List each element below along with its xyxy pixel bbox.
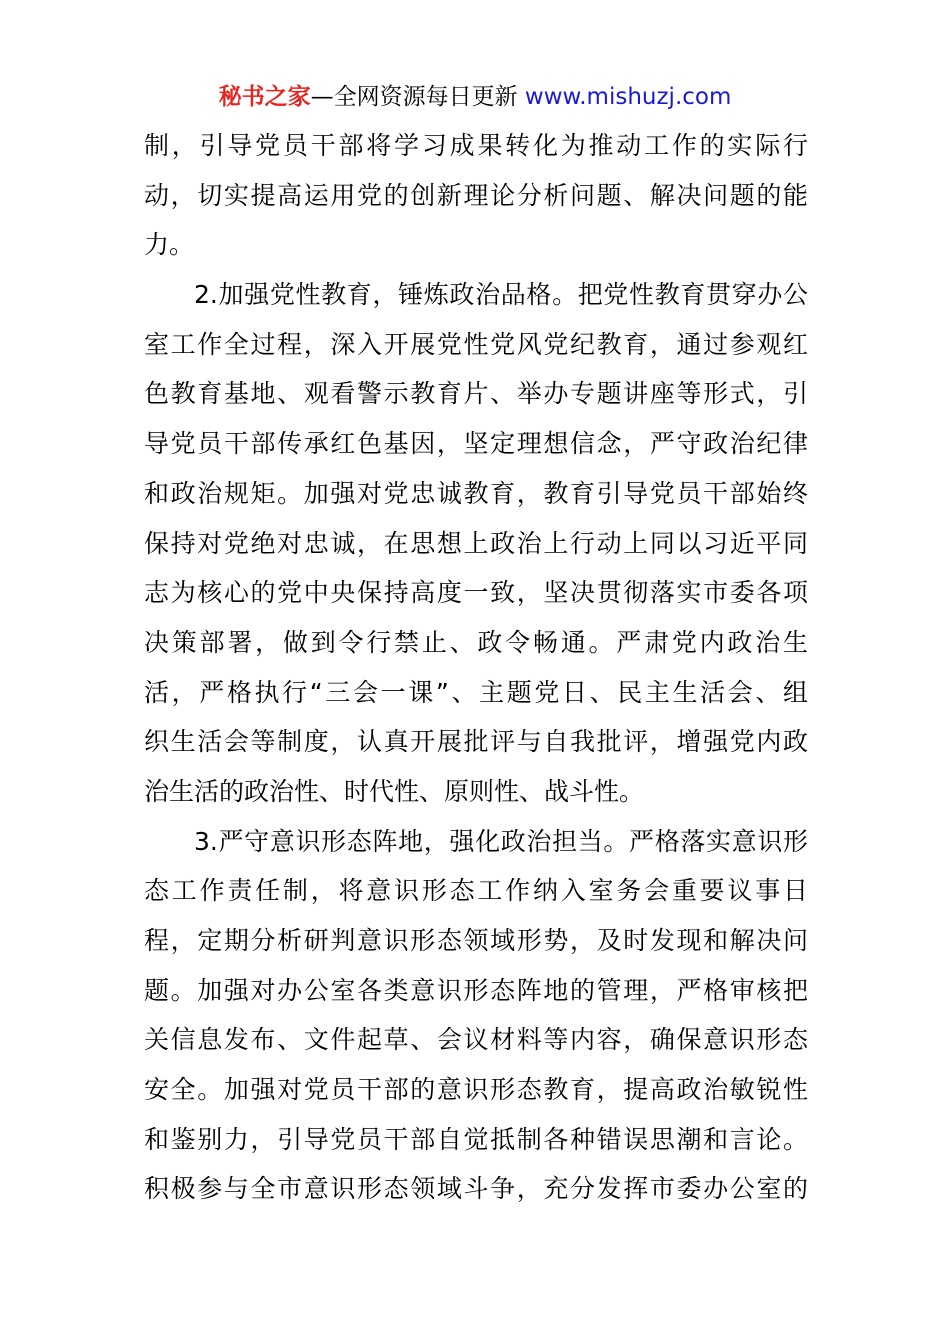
text-line: 决策部署，做到令行禁止、政令畅通。严肃党内政治生	[144, 627, 808, 657]
text-line: 织生活会等制度，认真开展批评与自我批评，增强党内政	[144, 727, 808, 757]
text-line: 态工作责任制，将意识形态工作纳入室务会重要议事日	[144, 876, 808, 906]
text-line: 程，定期分析研判意识形态领域形势，及时发现和解决问	[144, 926, 808, 955]
document-body	[144, 121, 808, 1214]
header-tagline: —全网资源每日更新	[310, 84, 518, 110]
text-line: 室工作全过程，深入开展党性党风党纪教育，通过参观红	[144, 329, 808, 359]
text-line: 安全。加强对党员干部的意识形态教育，提高政治敏锐性	[144, 1075, 808, 1105]
paragraph-heading-line: 2.加强党性教育，锤炼政治品格。把党性教育贯穿办公	[194, 280, 808, 310]
text-line: 志为核心的党中央保持高度一致，坚决贯彻落实市委各项	[144, 578, 808, 608]
text-line: 力。	[144, 230, 195, 260]
text-line: 和政治规矩。加强对党忠诚教育，教育引导党员干部始终	[144, 478, 808, 508]
text-line: 色教育基地、观看警示教育片、举办专题讲座等形式，引	[144, 379, 808, 409]
text-line: 治生活的政治性、时代性、原则性、战斗性。	[144, 776, 645, 806]
site-url: www.mishuzj.com	[524, 84, 732, 110]
text-line: 题。加强对办公室各类意识形态阵地的管理，严格审核把	[144, 975, 808, 1005]
text-line: 保持对党绝对忠诚，在思想上政治上行动上同以习近平同	[144, 528, 808, 558]
page-header	[0, 80, 950, 114]
text-line: 动，切实提高运用党的创新理论分析问题、解决问题的能	[144, 180, 808, 210]
text-line: 导党员干部传承红色基因，坚定理想信念，严守政治纪律	[144, 429, 808, 459]
text-line: 积极参与全市意识形态领域斗争，充分发挥市委办公室的	[144, 1174, 808, 1204]
brand-name: 秘书之家	[218, 84, 311, 110]
text-line: 和鉴别力，引导党员干部自觉抵制各种错误思潮和言论。	[144, 1124, 808, 1154]
paragraph-heading-line: 3.严守意识形态阵地，强化政治担当。严格落实意识形	[194, 826, 808, 856]
text-line: 活，严格执行“三会一课”、主题党日、民主生活会、组	[144, 677, 808, 707]
text-line: 关信息发布、文件起草、会议材料等内容，确保意识形态	[144, 1025, 808, 1055]
text-line: 制，引导党员干部将学习成果转化为推动工作的实际行	[144, 131, 808, 160]
